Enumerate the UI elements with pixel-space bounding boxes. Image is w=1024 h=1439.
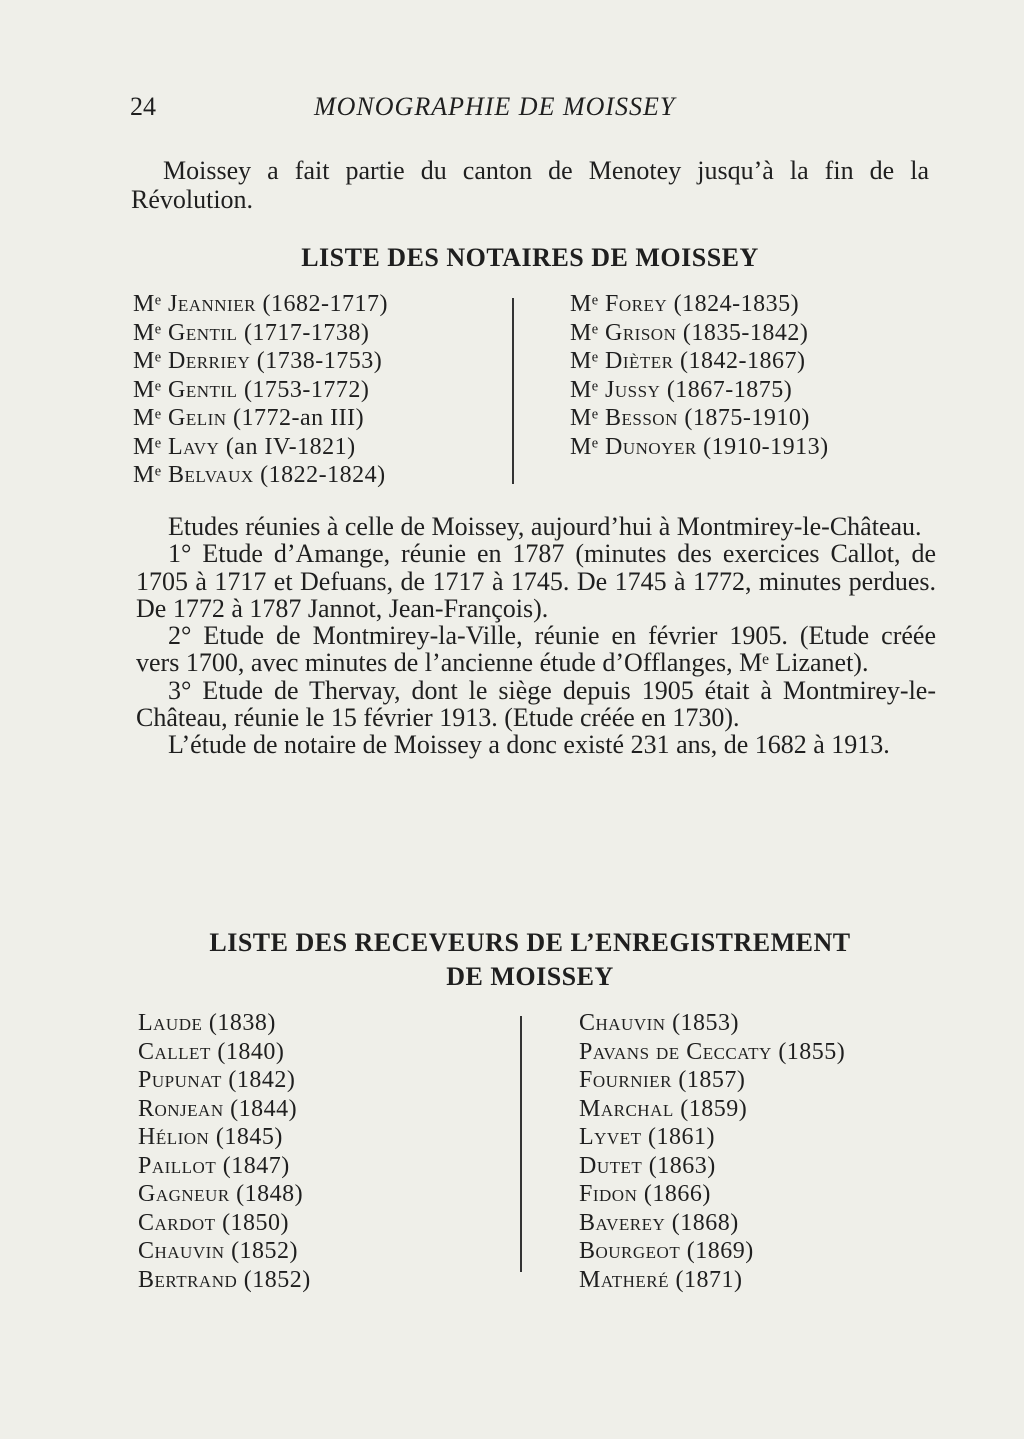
receveur-entry: Dutet (1863) [579, 1152, 716, 1179]
notaire-entry: Mᵉ Jeannier (1682-1717) [133, 291, 388, 317]
etudes-paragraph: 3° Etude de Thervay, dont le siège depuis 1905 était à Montmirey-le-Château, réunie le 15 février 1913. (Etude créée en 1730). [136, 675, 936, 733]
receveur-entry: Chauvin (1853) [579, 1010, 740, 1036]
receveurs-list-right [579, 1009, 845, 1294]
notaires-heading: LISTE DES NOTAIRES DE MOISSEY [301, 243, 759, 272]
etudes-paragraph: 1° Etude d’Amange, réunie en 1787 (minutes des exercices Callot, de 1705 à 1717 et Defuans, de 1717 à 1745. De 1745 à 1772, minutes perdues. De 1772 à 1787 Jannot, Jean-François). [136, 539, 936, 623]
receveur-entry: Paillot (1847) [138, 1152, 290, 1179]
receveur-entry: Cardot (1850) [138, 1209, 290, 1236]
notaires-list-right [570, 290, 829, 461]
notaires-list-left [133, 290, 388, 490]
receveur-entry: Gagneur (1848) [138, 1181, 304, 1207]
etudes-section [136, 513, 936, 759]
receveur-entry: Lyvet (1861) [579, 1124, 715, 1150]
receveur-entry: Fidon (1866) [579, 1181, 711, 1207]
notaires-column-divider [512, 298, 514, 484]
receveur-entry: Hélion (1845) [138, 1124, 283, 1150]
receveurs-heading [130, 926, 930, 994]
receveur-entry: Ronjean (1844) [138, 1095, 298, 1122]
receveurs-list-left [138, 1009, 311, 1294]
notaire-entry: Mᵉ Gentil (1717-1738) [133, 319, 370, 346]
receveur-entry: Bourgeot (1869) [579, 1238, 754, 1264]
receveur-entry: Pupunat (1842) [138, 1067, 296, 1093]
receveurs-heading-line1: LISTE DES RECEVEURS DE L’ENREGISTREMENT [209, 928, 851, 957]
etudes-paragraph: Etudes réunies à celle de Moissey, aujourd’hui à Montmirey-le-Château. [168, 512, 922, 541]
receveur-entry: Callet (1840) [138, 1038, 285, 1065]
receveur-entry: Fournier (1857) [579, 1067, 746, 1093]
notaire-entry: Mᵉ Forey (1824-1835) [570, 291, 800, 317]
receveur-entry: Baverey (1868) [579, 1209, 739, 1236]
notaire-entry: Mᵉ Belvaux (1822-1824) [133, 462, 386, 488]
notaire-entry: Mᵉ Lavy (an IV-1821) [133, 433, 356, 460]
etudes-paragraph: L’étude de notaire de Moissey a donc existé 231 ans, de 1682 à 1913. [168, 730, 890, 760]
etudes-paragraph: 2° Etude de Montmirey-la-Ville, réunie en février 1905. (Etude créée vers 1700, avec minutes de l’ancienne étude d’Offlanges, Mᵉ Lizanet). [136, 621, 936, 678]
receveur-entry: Bertrand (1852) [138, 1266, 311, 1293]
notaire-entry: Mᵉ Gentil (1753-1772) [133, 376, 370, 403]
running-title: MONOGRAPHIE DE MOISSEY [314, 92, 676, 121]
receveurs-column-divider [520, 1016, 522, 1272]
page-number: 24 [130, 92, 156, 121]
notaire-entry: Mᵉ Jussy (1867-1875) [570, 376, 793, 403]
intro-text: Moissey a fait partie du canton de Menotey jusqu’à la fin de la Révolution. [131, 156, 929, 214]
receveur-entry: Chauvin (1852) [138, 1238, 299, 1264]
notaire-entry: Mᵉ Derriey (1738-1753) [133, 348, 383, 374]
receveurs-heading-line2: DE MOISSEY [446, 962, 614, 991]
receveur-entry: Pavans de Ceccaty (1855) [579, 1038, 846, 1065]
receveur-entry: Matheré (1871) [579, 1266, 743, 1293]
receveur-entry: Laude (1838) [138, 1010, 276, 1036]
page-header [130, 92, 930, 128]
receveur-entry: Marchal (1859) [579, 1095, 748, 1122]
notaire-entry: Mᵉ Dunoyer (1910-1913) [570, 433, 829, 460]
notaire-entry: Mᵉ Dièter (1842-1867) [570, 348, 806, 374]
intro-paragraph [131, 156, 929, 214]
notaire-entry: Mᵉ Besson (1875-1910) [570, 405, 810, 431]
notaire-entry: Mᵉ Grison (1835-1842) [570, 319, 809, 346]
notaire-entry: Mᵉ Gelin (1772-an III) [133, 405, 365, 431]
